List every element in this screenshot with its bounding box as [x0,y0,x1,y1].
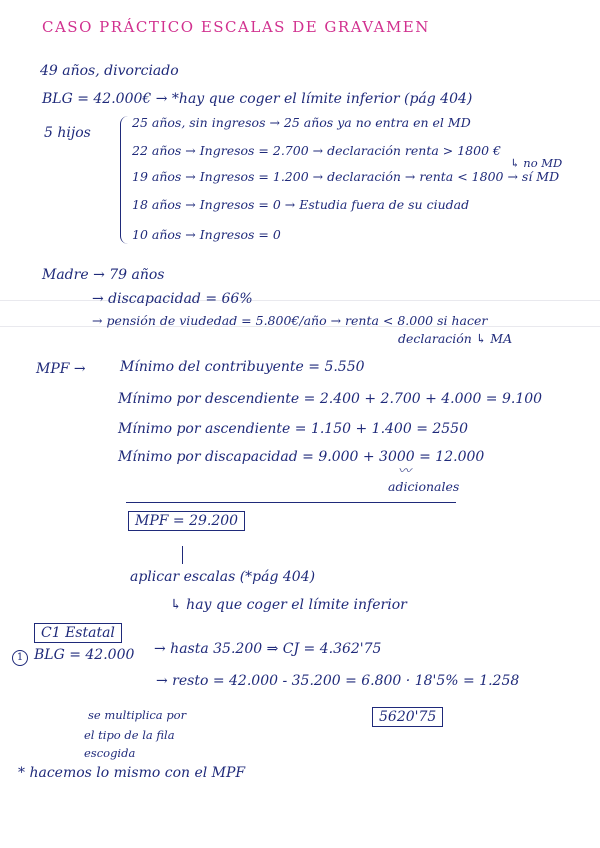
mpf-row: Mínimo por descendiente = 2.400 + 2.700 + 4.000 = 9.100 [118,391,543,407]
child-row: 22 años → Ingresos = 2.700 → declaración renta > 1800 € [132,143,501,158]
mother-pension-cont: declaración ↳ MA [398,331,513,346]
state-total: 5620'75 [372,707,443,727]
state-blg: BLG = 42.000 [34,647,135,663]
state-label-wrap [34,624,122,642]
mpf-total [128,512,245,530]
page-title: CASO PRÁCTICO ESCALAS DE GRAVAMEN [42,18,430,36]
mother-pension: → pensión de viudedad = 5.800€/año → renta < 8.000 si hacer [92,313,488,328]
mpf-total-box: MPF = 29.200 [128,511,245,531]
squiggle-mark: 〰 [398,464,412,479]
apply-line-2: ↳ hay que coger el límite inferior [170,597,407,613]
child-row: 25 años, sin ingresos → 25 años ya no entra en el MD [132,115,471,130]
blg-line: BLG = 42.000€ → *hay que coger el límite inferior (pág 404) [42,91,473,107]
state-resto: → resto = 42.000 - 35.200 = 6.800 · 18'5% = 1.258 [156,673,520,689]
mother-label: Madre → 79 años [42,267,165,283]
state-note: escogida [84,746,136,760]
down-arrow-icon [182,546,183,564]
child-row: 19 años → Ingresos = 1.200 → declaración → renta < 1800 → sí MD [132,169,560,184]
mpf-row: Mínimo por discapacidad = 9.000 + 3000 = 12.000 [118,449,485,465]
mpf-row: Mínimo por ascendiente = 1.150 + 1.400 = 2550 [118,421,468,437]
ruled-line [0,300,600,301]
child-row: 10 años → Ingresos = 0 [132,227,281,242]
mpf-row: Mínimo del contribuyente = 5.550 [120,359,365,375]
children-label: 5 hijos [44,125,91,141]
separator-line [126,502,456,503]
state-note: el tipo de la fila [84,728,175,742]
state-hasta: → hasta 35.200 ⇒ CJ = 4.362'75 [154,641,382,657]
children-brace [120,116,129,244]
child-row: 18 años → Ingresos = 0 → Estudia fuera de su ciudad [132,197,470,212]
step-number: 1 [12,650,28,666]
state-label: C1 Estatal [34,623,122,643]
apply-line: aplicar escalas (*pág 404) [130,569,316,585]
final-note: * hacemos lo mismo con el MPF [18,765,246,781]
mother-disability: → discapacidad = 66% [92,291,253,307]
child-note: ↳ no MD [510,156,563,170]
state-total-wrap [372,708,443,726]
mpf-label: MPF → [36,361,86,377]
mpf-note: adicionales [388,479,460,494]
profile-line: 49 años, divorciado [40,63,179,79]
state-note: se multiplica por [88,708,187,722]
